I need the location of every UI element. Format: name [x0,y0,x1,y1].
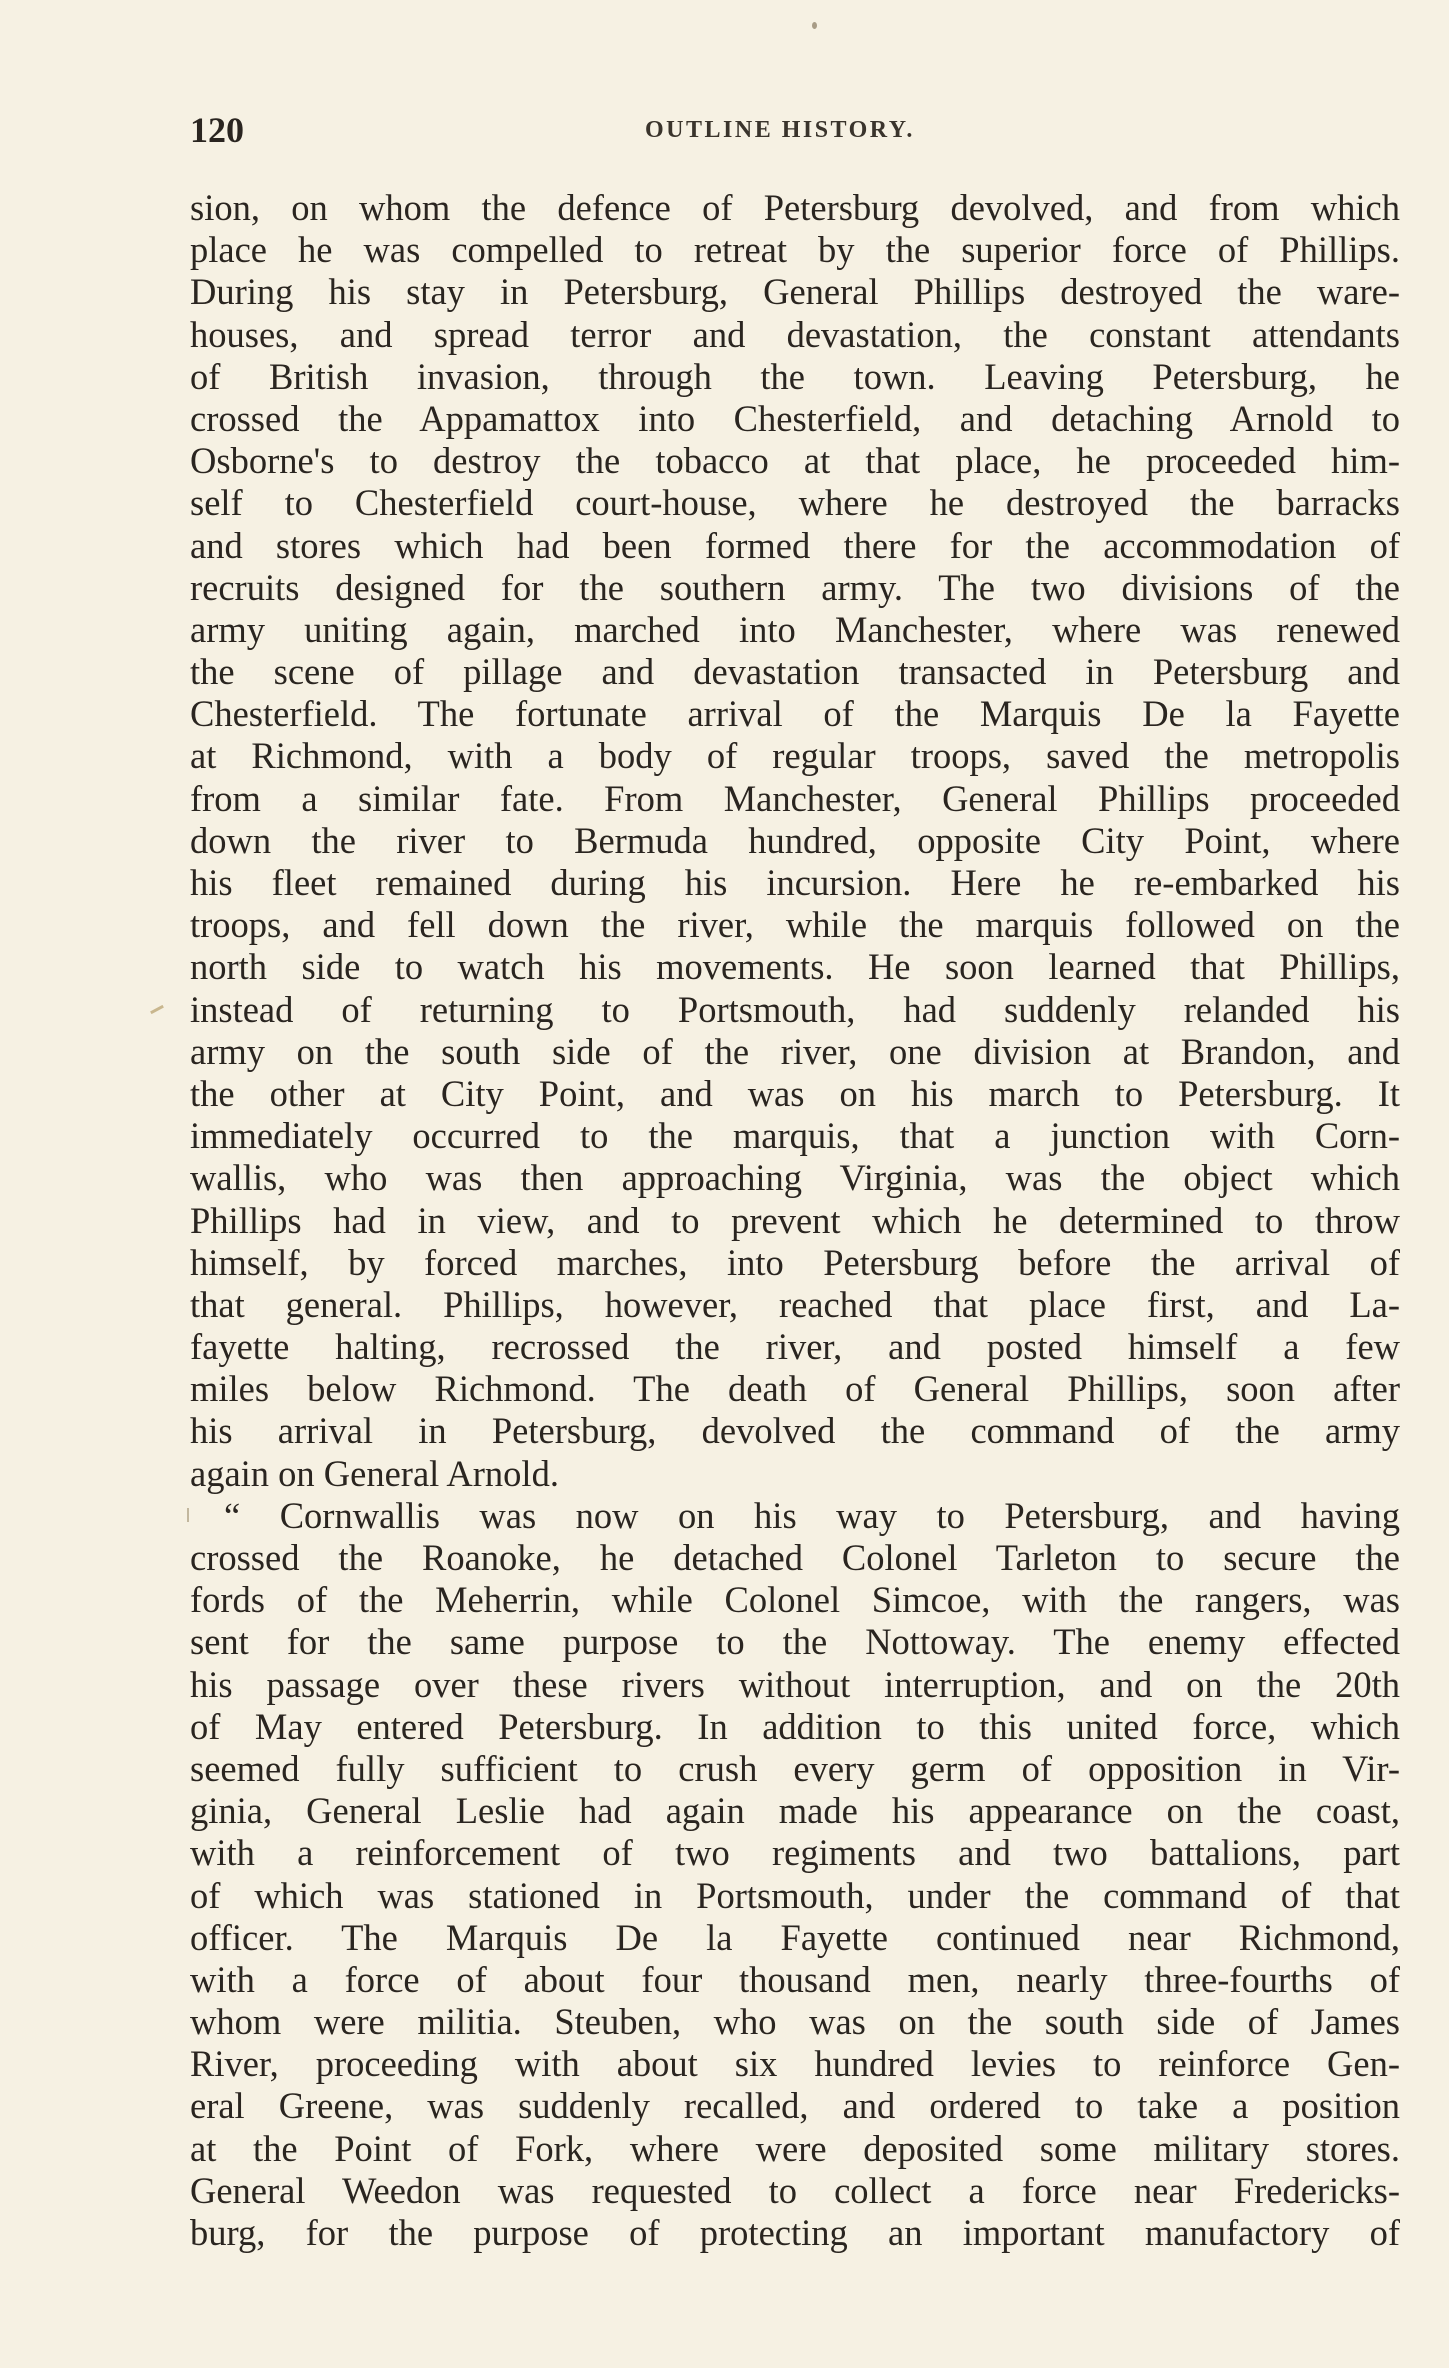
running-title: OUTLINE HISTORY. [645,117,915,143]
text-line: Osborne's to destroy the tobacco at that place, he proceeded him- [190,440,1400,482]
text-line: sion, on whom the defence of Petersburg devolved, and from which [190,187,1400,228]
text-line: sent for the same purpose to the Nottoway. The enemy effected [190,1621,1400,1663]
text-line: that general. Phillips, however, reached that place first, and La- [190,1283,1400,1325]
text-line: whom were militia. Steuben, who was on the south side of James [190,2001,1400,2043]
text-line: miles below Richmond. The death of General Phillips, soon after [190,1368,1400,1410]
text-line: During his stay in Petersburg, General Phillips destroyed the ware- [190,271,1400,313]
text-line: houses, and spread terror and devastation, the constant attendants [190,313,1400,355]
text-line: his fleet remained during his incursion. Here he re-embarked his [190,862,1400,903]
paragraph-end-line: again on General Arnold. [190,1452,559,1494]
text-line: Phillips had in view, and to prevent which he determined to throw [190,1199,1400,1241]
text-line: himself, by forced marches, into Petersburg before the arrival of [190,1241,1400,1283]
text-line: army on the south side of the river, one division at Brandon, and [190,1030,1400,1072]
text-line: troops, and fell down the river, while the marquis followed on the [190,904,1400,946]
page-number: 120 [190,110,244,150]
text-line: officer. The Marquis De la Fayette continued near Richmond, [190,1916,1400,1958]
text-line: down the river to Bermuda hundred, opposite City Point, where [190,819,1400,861]
text-line: at the Point of Fork, where were deposited some military stores. [190,2127,1400,2169]
paper-speck [812,22,817,29]
text-line: at Richmond, with a body of regular troops, saved the metropolis [190,735,1400,777]
text-line: wallis, who was then approaching Virginia, was the object which [190,1157,1400,1199]
text-line: ginia, General Leslie had again made his appearance on the coast, [190,1790,1400,1832]
text-line: crossed the Roanoke, he detached Colonel Tarleton to secure the [190,1537,1400,1578]
text-line: General Weedon was requested to collect a force near Fredericks- [190,2169,1400,2211]
text-line: of which was stationed in Portsmouth, under the command of that [190,1874,1400,1916]
text-line: fayette halting, recrossed the river, and posted himself a few [190,1326,1400,1368]
text-line: with a reinforcement of two regiments and two battalions, part [190,1832,1400,1874]
text-line: army uniting again, marched into Manchester, where was renewed [190,608,1400,650]
paragraph-start-line: “ Cornwallis was now on his way to Petersburg, and having [224,1494,1400,1536]
text-line: with a force of about four thousand men, nearly three-fourths of [190,1958,1400,2000]
text-line: River, proceeding with about six hundred levies to reinforce Gen- [190,2043,1400,2085]
running-head [190,104,1400,156]
text-line: seemed fully sufficient to crush every germ of opposition in Vir- [190,1747,1400,1789]
text-line: recruits designed for the southern army. The two divisions of the [190,566,1400,608]
text-line: north side to watch his movements. He soon learned that Phillips, [190,946,1400,988]
margin-pencil-mark [150,1005,164,1014]
text-line: his passage over these rivers without interruption, and on the 20th [190,1663,1400,1705]
body-text [190,187,1400,2254]
text-line: his arrival in Petersburg, devolved the command of the army [190,1410,1400,1452]
text-line: crossed the Appamattox into Chesterfield, and detaching Arnold to [190,397,1400,439]
text-line: of May entered Petersburg. In addition to this united force, which [190,1705,1400,1747]
text-line: immediately occurred to the marquis, that a junction with Corn- [190,1115,1400,1157]
text-line: Chesterfield. The fortunate arrival of the Marquis De la Fayette [190,693,1400,735]
text-line: the other at City Point, and was on his march to Petersburg. It [190,1072,1400,1114]
text-line: instead of returning to Portsmouth, had suddenly relanded his [190,988,1400,1030]
margin-tick-mark [187,1508,189,1522]
text-line: place he was compelled to retreat by the superior force of Phillips. [190,229,1400,271]
text-line: and stores which had been formed there for the accommodation of [190,524,1400,566]
text-line: from a similar fate. From Manchester, General Phillips proceeded [190,777,1400,819]
text-line: the scene of pillage and devastation transacted in Petersburg and [190,651,1400,693]
text-line: of British invasion, through the town. Leaving Petersburg, he [190,355,1400,397]
text-line: burg, for the purpose of protecting an important manufactory of [190,2212,1400,2253]
text-line: self to Chesterfield court-house, where he destroyed the barracks [190,482,1400,524]
text-line: eral Greene, was suddenly recalled, and ordered to take a position [190,2085,1400,2127]
text-line: fords of the Meherrin, while Colonel Simcoe, with the rangers, was [190,1579,1400,1621]
